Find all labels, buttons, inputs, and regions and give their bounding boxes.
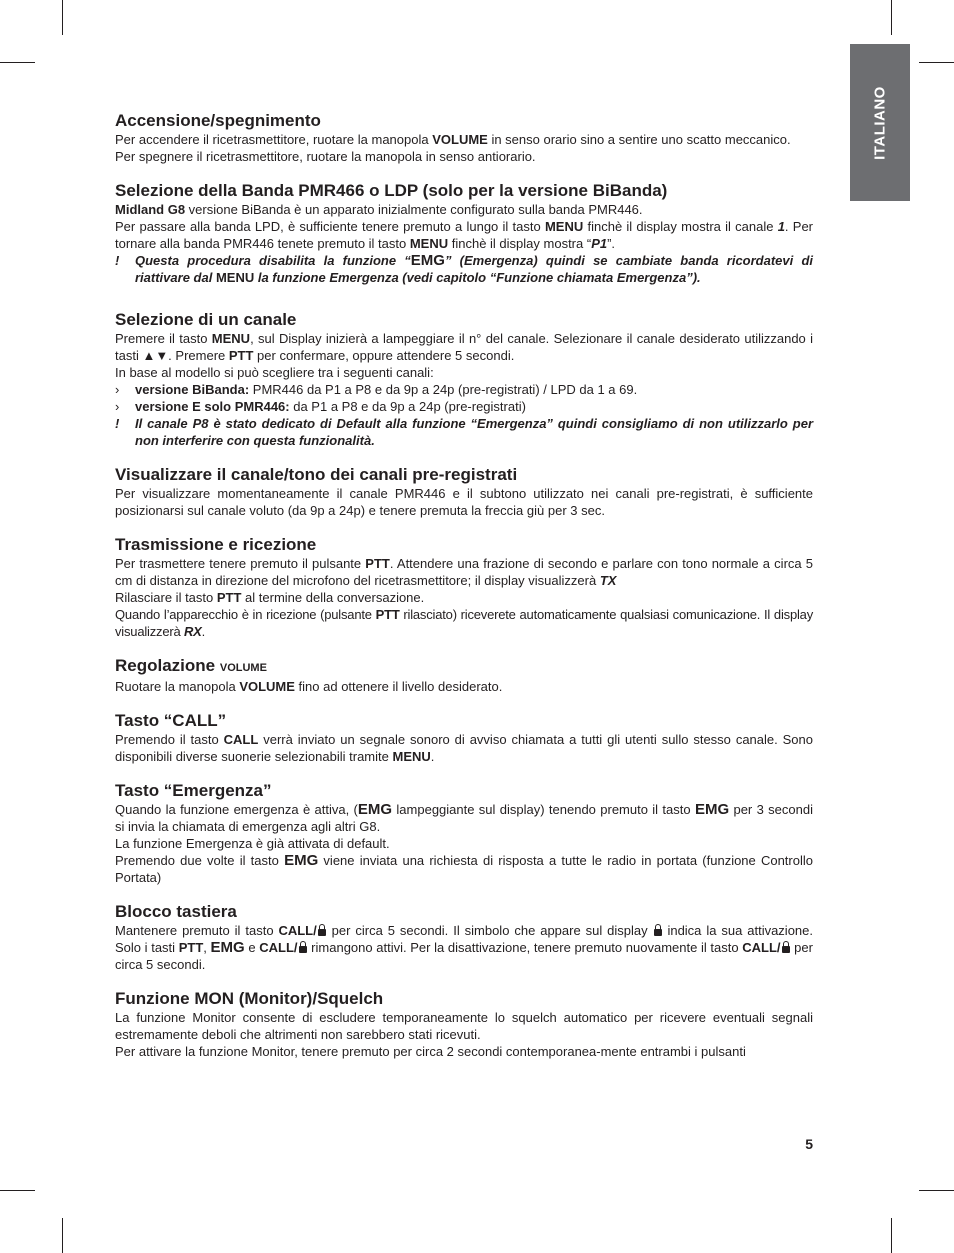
crop-mark [891, 1218, 892, 1253]
warning-note: ! Il canale P8 è stato dedicato di Default alla funzione “Emergenza” quindi consigliamo di non utilizzarlo per non interferire con questa funzionalità. [115, 416, 813, 448]
crop-mark [919, 1190, 954, 1191]
crop-mark [0, 62, 35, 63]
paragraph: Rilasciare il tasto PTT al termine della conversazione. [115, 590, 425, 605]
paragraph: Per trasmettere tenere premuto il pulsante PTT. Attendere una frazione di secondo e parlare con tono normale a circa 5 cm di distanza in direzione del microfono del ricetrasmettitore; il display visualizzerà TX [115, 556, 813, 588]
section-title: Trasmissione e ricezione [115, 535, 317, 554]
lock-icon [782, 946, 790, 953]
paragraph: Per accendere il ricetrasmettitore, ruotare la manopola VOLUME in senso orario sino a sentire uno scatto meccanico. [115, 132, 791, 147]
crop-mark [919, 62, 954, 63]
warning-mark: ! [115, 253, 120, 268]
section-keylock [115, 902, 813, 973]
section-title: Selezione di un canale [115, 310, 297, 329]
paragraph: Per attivare la funzione Monitor, tenere premuto per circa 2 secondi contemporanea-mente entrambi i pulsanti [115, 1044, 746, 1059]
lock-icon [318, 929, 326, 936]
paragraph: La funzione Monitor consente di escludere temporaneamente lo squelch automatico per ricevere eventuali segnali estremamente deboli che altrimenti non sarebbero stati ricevuti. [115, 1010, 813, 1042]
paragraph: Premendo due volte il tasto EMG viene inviata una richiesta di risposta a tutte le radio in portata (funzione Controllo Portata) [115, 852, 813, 885]
crop-mark [0, 1190, 35, 1191]
paragraph: Quando la funzione emergenza è attiva, (EMG lampeggiante sul display) tenendo premuto il tasto EMG per 3 secondi si invia la chiamata di emergenza agli altri G8. [115, 801, 813, 834]
paragraph: Premendo il tasto CALL verrà inviato un segnale sonoro di avviso chiamata a tutti gli utenti sullo stesso canale. Sono disponibili diverse suonerie selezionabili tramite MENU. [115, 732, 814, 764]
paragraph: Quando l’apparecchio è in ricezione (pulsante PTT rilasciato) riceverete automaticamente qualsiasi comunicazione. Il display visualizzerà RX. [115, 607, 813, 639]
crop-mark [62, 1218, 63, 1253]
crop-mark [891, 0, 892, 35]
paragraph: Ruotare la manopola VOLUME fino ad ottenere il livello desiderato. [115, 679, 503, 694]
paragraph: Mantenere premuto il tasto CALL/ per circa 5 secondi. Il simbolo che appare sul display indica la sua attivazione. Solo i tasti PTT, EMG e CALL/ rimangono attivi. Per la disattivazione, tenere premuto nuovamente il tasto CALL/ per circa 5 secondi. [115, 923, 813, 972]
warning-note: ! Questa procedura disabilita la funzione “EMG” (Emergenza) quindi se cambiate banda ricordatevi di riattivare dal MENU la funzione Emergenza (vedi capitolo “Funzione chiamata Emergenza”). [115, 252, 813, 285]
section-title: Tasto “Emergenza” [115, 781, 272, 800]
section-emergency [115, 781, 813, 886]
section-transmission [115, 535, 813, 640]
paragraph: Midland G8 versione BiBanda è un apparato inizialmente configurato sulla banda PMR446. [115, 202, 643, 217]
crop-mark [62, 0, 63, 35]
language-tab-label: ITALIANO [871, 85, 889, 160]
paragraph: Per spegnere il ricetrasmettitore, ruotare la manopola in senso antiorario. [115, 149, 536, 164]
list-item: › versione BiBanda: PMR446 da P1 a P8 e da 9p a 24p (pre-registrati) / LPD da 1 a 69. [115, 382, 638, 397]
page-number: 5 [805, 1136, 813, 1152]
section-channel [115, 310, 813, 449]
section-title: Regolazione VOLUME [115, 656, 267, 675]
section-title: Tasto “CALL” [115, 711, 227, 730]
section-monitor [115, 989, 813, 1060]
section-volume [115, 656, 813, 695]
section-preset-channels [115, 465, 813, 519]
section-title: Selezione della Banda PMR466 o LDP (solo per la versione BiBanda) [115, 181, 668, 200]
paragraph: In base al modello si può scegliere tra i seguenti canali: [115, 365, 434, 380]
section-title: Funzione MON (Monitor)/Squelch [115, 989, 384, 1008]
manual-content [115, 111, 813, 1076]
warning-mark: ! [115, 416, 120, 431]
lock-icon [299, 946, 307, 953]
paragraph: Premere il tasto MENU, sul Display inizierà a lampeggiare il n° del canale. Selezionare il canale desiderato utilizzando i tasti ▲▼. Premere PTT per confermare, oppure attendere 5 secondi. [115, 331, 813, 363]
section-title: Blocco tastiera [115, 902, 237, 921]
lock-icon [654, 929, 662, 936]
list-item: › versione E solo PMR446: da P1 a P8 e da 9p a 24p (pre-registrati) [115, 399, 526, 414]
paragraph: Per passare alla banda LPD, è sufficiente tenere premuto a lungo il tasto MENU finchè il display mostra il canale 1. Per tornare alla banda PMR446 tenete premuto il tasto MENU finchè il display mostra “P1”. [115, 219, 814, 251]
paragraph: Per visualizzare momentaneamente il canale PMR446 e il subtono utilizzato nei canali pre-registrati, è sufficiente posizionarsi sul canale voluto (da 9p a 24p) e tenere premuta la freccia giù per 3 sec. [115, 486, 813, 518]
section-title: Accensione/spegnimento [115, 111, 321, 130]
section-band [115, 181, 813, 286]
section-title: Visualizzare il canale/tono dei canali pre-registrati [115, 465, 518, 484]
section-power [115, 111, 813, 165]
language-tab [850, 44, 910, 201]
section-call [115, 711, 813, 765]
paragraph: La funzione Emergenza è già attivata di default. [115, 836, 390, 851]
